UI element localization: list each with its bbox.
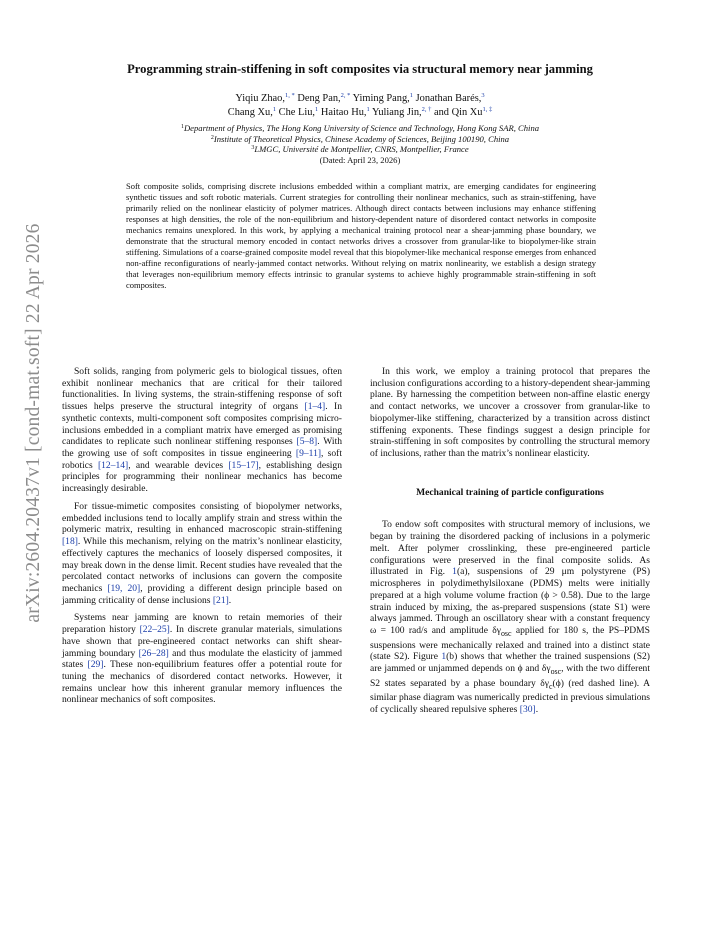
body-paragraph — [62, 366, 342, 495]
section-heading: Mechanical training of particle configurations — [416, 486, 604, 498]
author-list — [60, 92, 660, 120]
affiliation-text: Institute of Theoretical Physics, Chinese Academy of Sciences, Beijing 100190, China — [213, 133, 510, 144]
subscript: osc — [500, 628, 512, 638]
author-name-text: Che Liu, — [278, 107, 316, 118]
citation-link[interactable]: [22–25] — [139, 624, 170, 636]
text-run: (ϕ) (red dashed line). A similar phase diagram was numerically predicted in previous simulations of cyclically sheared repulsive spheres — [370, 677, 650, 715]
author-line — [60, 106, 660, 120]
text-run: For tissue-mimetic composites consisting of biopolymer networks, embedded inclusions tend to locally amplify strain and stress within the polymeric matrix, resulting in enhanced macroscopic strain-stiffening — [62, 500, 342, 536]
citation-link[interactable]: [29] — [87, 659, 104, 671]
author-name — [279, 107, 319, 118]
author-line — [60, 92, 660, 106]
dated-line: (Dated: April 23, 2026) — [319, 154, 401, 165]
affiliation — [60, 144, 660, 155]
author-name — [434, 107, 492, 118]
author-affiliation-mark[interactable]: 2, † — [421, 106, 432, 113]
author-affiliation-mark[interactable]: 1, * — [284, 92, 295, 99]
citation-link[interactable]: [1–4] — [304, 401, 326, 413]
citation-link[interactable]: [12–14] — [97, 459, 129, 471]
author-name-text: Yiming Pang, — [352, 93, 410, 104]
author-affiliation-mark[interactable]: 1 — [272, 106, 277, 113]
text-run: . While this mechanism, relying on the matrix’s nonlinear elasticity, effectively captures the mechanics of loosely dispersed composites, it may break down in the dense limit. Recent studies have revealed that the percolated contact networks of inclusions can govern the composite mechanics — [62, 536, 342, 594]
body-paragraph — [62, 501, 342, 606]
body-paragraph — [62, 612, 342, 706]
arxiv-sidebar — [14, 178, 54, 668]
author-name-text: Haitao Hu, — [320, 107, 367, 118]
text-run: , providing a different design principle based on jamming criticality of dense inclusions — [62, 582, 342, 606]
citation-link[interactable]: 1 — [452, 566, 457, 578]
affiliation-text: LMGC, Université de Montpellier, CNRS, Montpellier, France — [254, 144, 469, 155]
subscript: c — [549, 681, 553, 691]
affiliation-text: Department of Physics, The Hong Kong University of Science and Technology, Hong Kong SAR, China — [183, 123, 540, 133]
citation-link[interactable]: 1 — [441, 651, 447, 663]
author-affiliation-mark[interactable]: 2, * — [340, 92, 351, 99]
citation-link[interactable]: [5–8] — [296, 436, 318, 448]
citation-link[interactable]: [26–28] — [138, 647, 169, 659]
text-run: and thus modulate the elasticity of jammed states — [62, 647, 342, 671]
intro-paragraph — [370, 366, 650, 460]
text-run: , and wearable devices — [128, 459, 229, 471]
author-name — [321, 107, 370, 118]
affiliation — [60, 134, 660, 145]
text-run: , establishing design principles for programming their nonlinear mechanics has become increasingly desirable. — [62, 459, 342, 495]
author-name — [353, 93, 413, 104]
citation-link[interactable]: [15–17] — [228, 459, 259, 471]
affiliations — [60, 123, 660, 165]
text-run: . — [228, 594, 232, 606]
subscript: osc — [550, 666, 562, 676]
author-affiliation-mark[interactable]: 1 — [315, 106, 319, 113]
arxiv-identifier: arXiv:2604.20437v1 [cond-mat.soft] 22 Apr 2026 — [23, 223, 44, 623]
text-run: (b) shows that whether the trained suspensions (S2) are jammed or unjammed depends on ϕ and δγ — [370, 651, 650, 674]
author-affiliation-mark[interactable]: 3 — [481, 92, 485, 99]
affiliation-number: 2 — [210, 134, 214, 141]
citation-link[interactable]: [21] — [212, 594, 229, 606]
paper-title: Programming strain-stiffening in soft composites via structural memory near jamming — [127, 62, 593, 76]
affiliation-number: 1 — [180, 124, 184, 130]
text-run: . — [535, 703, 539, 715]
citation-link[interactable]: [30] — [519, 703, 536, 715]
author-name — [235, 93, 294, 104]
affiliation — [60, 123, 660, 134]
author-name-text: Yuliang Jin, — [371, 107, 422, 118]
text-run: , soft robotics — [62, 448, 342, 471]
author-name-text: Yiqiu Zhao, — [235, 93, 285, 104]
author-name-text: Jonathan Barés, — [415, 93, 482, 104]
abstract: Soft composite solids, comprising discrete inclusions embedded within a compliant matrix, are emerging candidates for engineering synthetic tissues and soft robotic materials. Current strategies for controlling their nonlinear mechanics, such as strain-stiffening, have primarily relied on the nonlinear elasticity of polymer matrices. Although direct contacts between inclusions may enhance stiffening responses at high densities, the role of the non-equilibrium and history-dependent nature of disordered contact networks in composite mechanics remains unexplored. In this work, by applying a mechanical training protocol near a shear-jamming phase boundary, we demonstrate that the structural memory encoded in contact networks drives a crossover from granular-like to biopolymer-like strain stiffening. Simulations of a coarse-grained composite model reveal that this biopolymer-like mechanical response emerges from enhanced non-affine reconfigurations of nearly-jammed contact networks. Without relying on matrix nonlinearity, we establish a design strategy that leverages non-equilibrium memory effects intrinsic to granular systems to achieve highly programmable strain-stiffening in soft composites. — [126, 181, 596, 290]
citation-link[interactable]: [18] — [62, 536, 78, 548]
section-paragraph — [370, 519, 650, 715]
left-column — [62, 366, 342, 712]
text-run: , with the two different S2 states separated by a phase boundary δγ — [370, 663, 650, 689]
text-run: . These non-equilibrium features offer a potential route for tuning the mechanics of disordered contact networks. However, it remains unclear how this inherent granular memory influences the nonlinear mechanics of soft composites. — [62, 659, 342, 706]
author-name-text: and Qin Xu — [433, 107, 483, 118]
author-affiliation-mark[interactable]: 1 — [409, 92, 413, 99]
text-run: Systems near jamming are known to retain memories of their preparation history — [62, 612, 342, 636]
author-name-text: Deng Pan, — [297, 93, 341, 104]
text-run: In this work, we employ a training protocol that prepares the inclusion configurations according to a history-dependent shear-jamming plane. By harnessing the competition between non-affine elastic energy and contact networks, we uncover a crossover from granular-like to biopolymer-like stiffening, characterized by a transition across distinct stiffening exponents. These findings suggest a design principle for strain-stiffening in soft composites by controlling the structural memory of inclusions, rather than the matrix’s nonlinear elasticity. — [370, 366, 650, 460]
text-run: . In synthetic contexts, multi-component soft composites comprising micro-inclusions embedded in a compliant matrix have emerged as promising candidates to replicate such nonlinear stiffening responses — [62, 401, 342, 448]
author-name — [228, 107, 276, 118]
author-affiliation-mark[interactable]: 1, ‡ — [482, 106, 493, 113]
text-run: To endow soft composites with structural memory of inclusions, we began by training the disordered packing of inclusions in a polymeric melt. After polymer crosslinking, these pre-engineered particle configurations were preserved in the final composite solids. As illustrated in Fig. — [370, 519, 650, 578]
text-run: . With the growing use of soft composites in tissue engineering — [62, 436, 342, 460]
text-run: . In discrete granular materials, simulations have shown that pre-engineered contact networks can shift shear-jamming boundary — [62, 624, 342, 659]
author-name — [297, 93, 350, 104]
right-column — [370, 366, 650, 722]
affiliation-number: 3 — [251, 145, 255, 152]
citation-link[interactable]: [9–11] — [295, 448, 322, 460]
author-name-text: Chang Xu, — [227, 107, 273, 118]
text-run: applied for 180 s, the PS–PDMS suspensions were mechanically relaxed and trained into a distinct state (state S2). Figure — [370, 624, 650, 663]
affiliation-list — [60, 123, 660, 155]
author-name — [372, 107, 431, 118]
text-run: (a), suspensions of 29 μm polystyrene (PS) microspheres in polydimethylsiloxane (PDMS) melts were initially prepared at a high volume volume fraction (ϕ > 0.58). Due to the large strain induced by mixing, the as-prepared suspensions (state S1) were always jammed. Through an oscillatory shear with a constant frequency ω = 100 rad/s and amplitude δγ — [370, 566, 650, 636]
text-run: Soft solids, ranging from polymeric gels to biological tissues, often exhibit nonlinear mechanics that are critical for their tailored functionalities. In living systems, the strain-stiffening response of soft tissues helps preserve the structural integrity of organs — [62, 366, 342, 413]
citation-link[interactable]: [19, 20] — [107, 582, 141, 594]
author-name — [416, 93, 485, 104]
author-affiliation-mark[interactable]: 1 — [366, 106, 370, 113]
